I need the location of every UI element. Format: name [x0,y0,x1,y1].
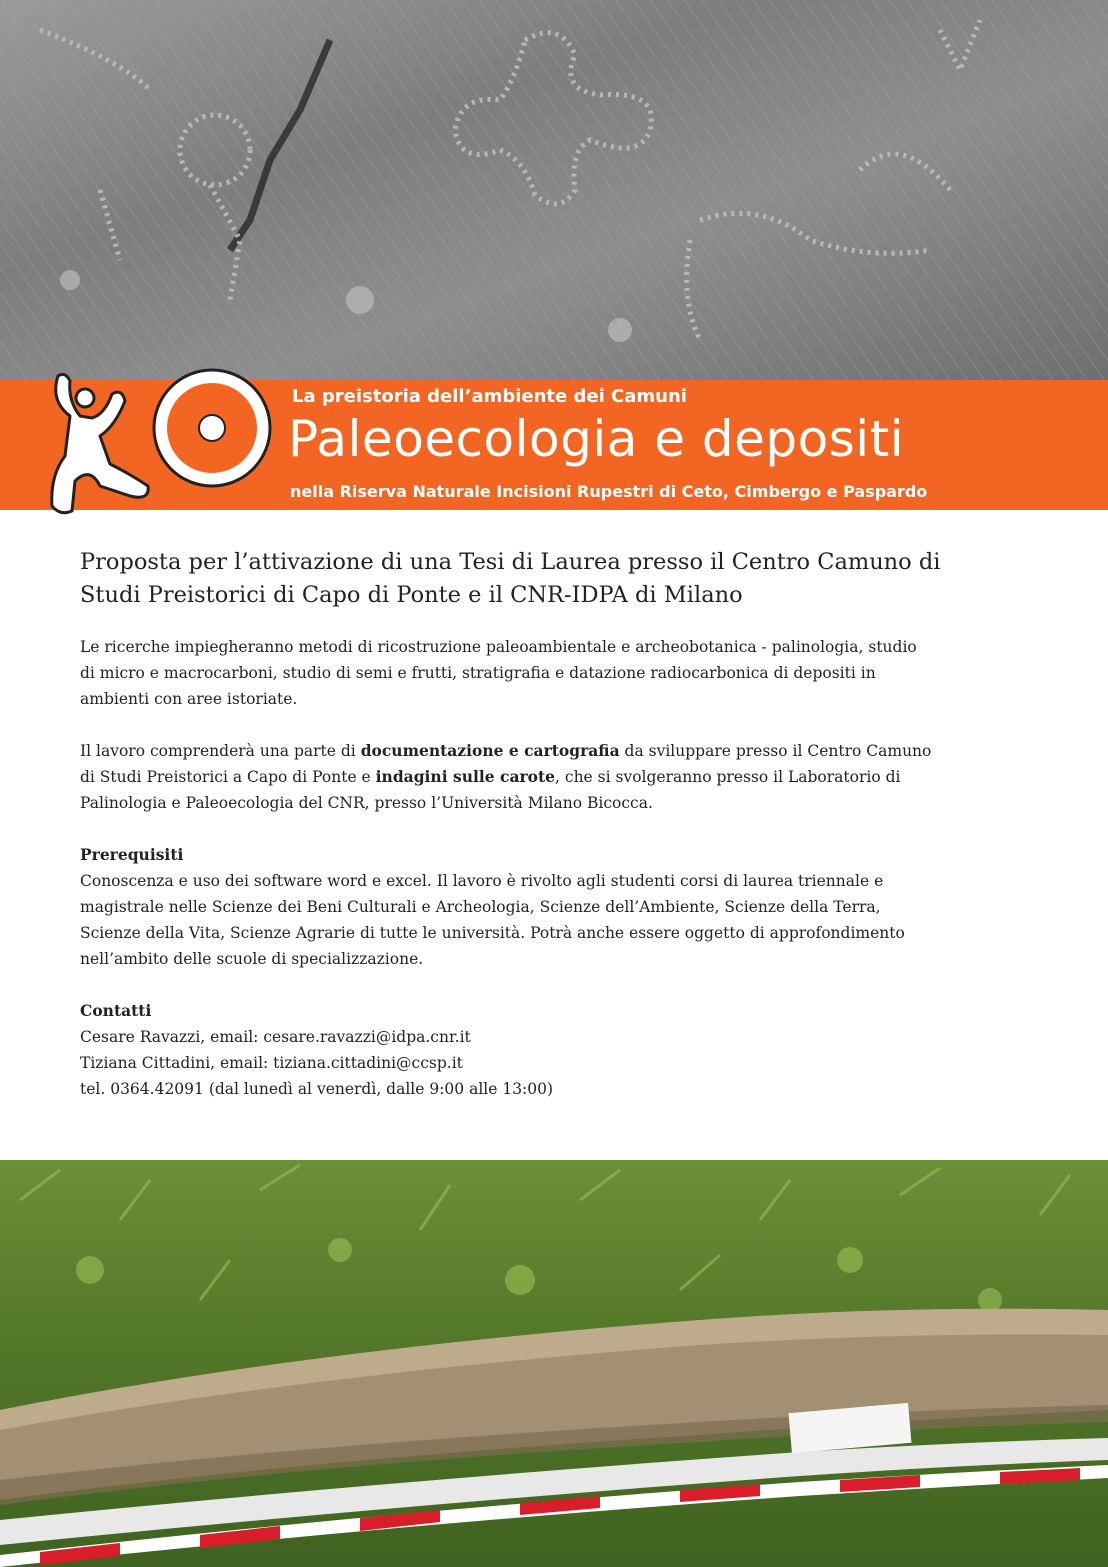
contact-line: Tiziana Cittadini, email: tiziana.cittadini@ccsp.it [80,1054,463,1072]
text-run: da sviluppare presso il Centro Camuno [619,742,932,760]
banner-kicker: La preistoria dell’ambiente dei Camuni [292,386,687,407]
heading-line: Proposta per l’attivazione di una Tesi di Laurea presso il Centro Camuno di [80,549,941,575]
work-paragraph [80,738,1040,816]
contatti-label: Contatti [80,1001,152,1020]
sediment-core-on-grass-photo [0,1160,1108,1567]
bold-text: documentazione e cartografia [360,741,620,760]
banner-subtitle: nella Riserva Naturale Incisioni Rupestri di Ceto, Cimbergo e Paspardo [290,482,928,501]
paragraph-line [80,764,1040,790]
rock-engravings-photo [0,0,1108,380]
paragraph-line: di micro e macrocarboni, studio di semi e frutti, stratigrafia e datazione radiocarbonica di depositi in [80,664,876,682]
text-run: , che si svolgeranno presso il Laboratorio di [555,768,901,786]
bold-text: indagini sulle carote [375,767,556,786]
heading-line: Studi Preistorici di Capo di Ponte e il CNR-IDPA di Milano [80,582,743,608]
contact-line: Cesare Ravazzi, email: cesare.ravazzi@idpa.cnr.it [80,1028,471,1046]
paragraph-line: nell’ambito delle scuole di specializzazione. [80,950,424,968]
proposal-heading [80,546,1040,612]
contact-line: tel. 0364.42091 (dal lunedì al venerdì, dalle 9:00 alle 13:00) [80,1080,554,1098]
paragraph-line: ambienti con aree istoriate. [80,690,298,708]
paragraph-line: Conoscenza e uso dei software word e excel. Il lavoro è rivolto agli studenti corsi di laurea triennale e [80,872,884,890]
document-body [80,546,1040,1128]
prerequisiti-label: Prerequisiti [80,845,184,864]
paragraph-line: Le ricerche impiegheranno metodi di ricostruzione paleoambientale e archeobotanica - palinologia, studio [80,638,917,656]
camunian-figure-logo [30,346,280,536]
banner-title: Paleoecologia e depositi [288,410,905,468]
paragraph-line: Scienze della Vita, Scienze Agrarie di tutte le università. Potrà anche essere oggetto di approfondimento [80,924,905,942]
contatti-section [80,998,1040,1102]
paragraph-line [80,738,1040,764]
text-run: di Studi Preistorici a Capo di Ponte e [80,768,376,786]
text-run: Il lavoro comprenderà una parte di [80,742,361,760]
intro-paragraph [80,634,1040,712]
paragraph-line: magistrale nelle Scienze dei Beni Culturali e Archeologia, Scienze dell’Ambiente, Scienze della Terra, [80,898,881,916]
paragraph-line: Palinologia e Paleoecologia del CNR, presso l’Università Milano Bicocca. [80,794,653,812]
prerequisiti-section [80,842,1040,972]
